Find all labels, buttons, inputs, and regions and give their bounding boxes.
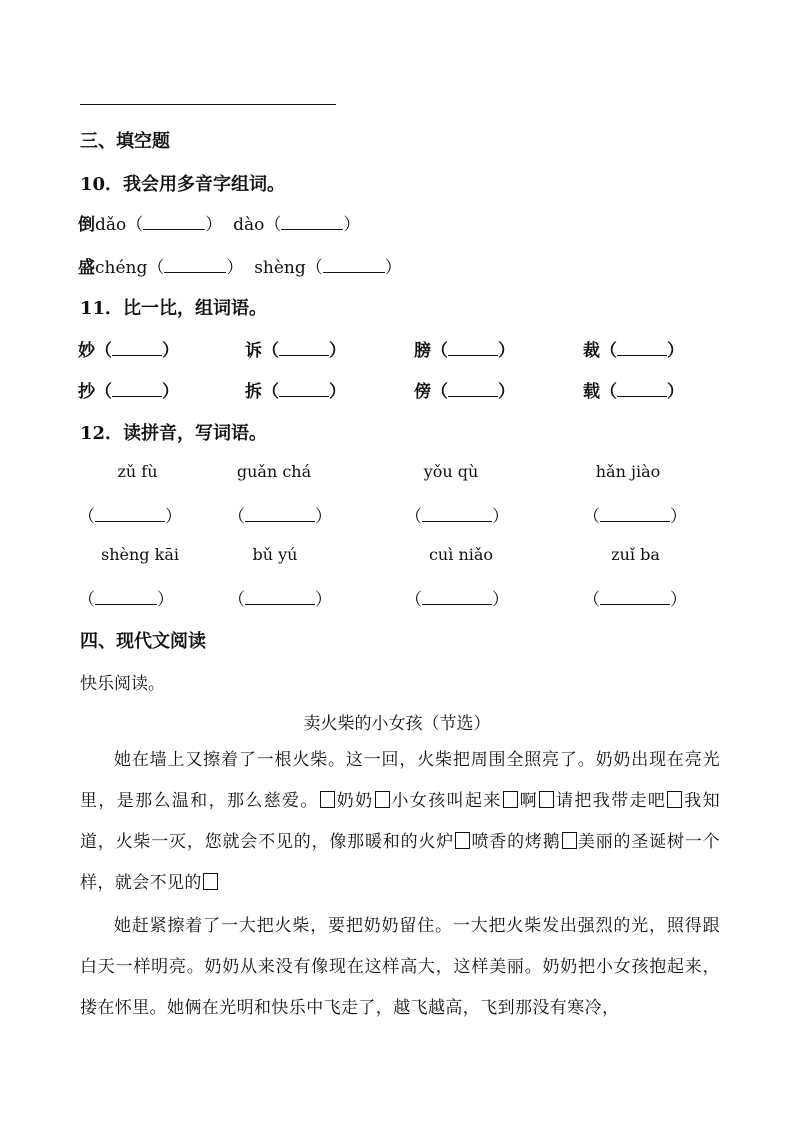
pinyin-prompt: bǔ yú [252, 545, 298, 564]
punctuation-blank[interactable] [503, 791, 518, 808]
pinyin-answer: （ ） [583, 590, 687, 610]
pinyin-answer: （ ） [78, 507, 182, 527]
answer-blank[interactable] [281, 215, 343, 230]
pinyin-answer: （ ） [228, 507, 332, 527]
answer-blank[interactable] [143, 215, 205, 230]
passage-title: 卖火柴的小女孩（节选） [303, 714, 491, 734]
punctuation-blank[interactable] [375, 791, 390, 808]
pinyin-prompt: hǎn jiào [595, 462, 661, 481]
answer-blank[interactable] [112, 382, 162, 397]
question-12-title: 12．读拼音，写词语。 [80, 423, 268, 444]
q11-item: 妙（ ） [78, 341, 179, 361]
q11-item: 拆（ ） [245, 382, 346, 402]
pinyin-answer: （ ） [405, 507, 509, 527]
q10-row-2: 盛chéng（ ） shèng（ ） [78, 258, 402, 278]
question-11-title: 11．比一比，组词语。 [80, 298, 268, 319]
answer-blank[interactable] [112, 341, 162, 356]
answer-blank[interactable] [323, 258, 385, 273]
answer-line [80, 104, 336, 105]
answer-blank[interactable] [448, 341, 498, 356]
section-title: 三、填空题 [80, 131, 170, 152]
q11-item: 载（ ） [583, 382, 684, 402]
q10-pinyin: shèng [254, 258, 306, 278]
answer-blank[interactable] [279, 341, 329, 356]
q11-item: 膀（ ） [414, 341, 515, 361]
answer-blank[interactable] [617, 382, 667, 397]
answer-blank[interactable] [617, 341, 667, 356]
q11-item: 诉（ ） [245, 341, 346, 361]
punctuation-blank[interactable] [320, 791, 335, 808]
pinyin-prompt: shèng kāi [101, 545, 179, 564]
punctuation-blank[interactable] [667, 791, 682, 808]
answer-blank[interactable] [245, 507, 315, 522]
pinyin-prompt: zǔ fù [117, 462, 158, 481]
section-title: 四、现代文阅读 [80, 631, 206, 652]
passage-paragraph-1: 她在墙上又擦着了一根火柴。这一回，火柴把周围全照亮了。奶奶出现在亮光里，是那么温和，那么慈爱。 奶奶 小女孩叫起来 啊 请把我带走吧 我知道，火柴一灭，您就会不见的，像那暖和的火炉 喷香的烤鹅 美丽的圣诞树一个样，就会不见的 [80, 750, 721, 893]
q11-item: 傍（ ） [414, 382, 515, 402]
q10-pinyin: dǎo [95, 215, 127, 235]
pinyin-prompt: guǎn chá [236, 462, 312, 481]
punctuation-blank[interactable] [455, 832, 470, 849]
q10-pinyin: chéng [95, 258, 148, 278]
answer-blank[interactable] [448, 382, 498, 397]
answer-blank[interactable] [600, 507, 670, 522]
pinyin-answer: （ ） [405, 590, 509, 610]
punctuation-blank[interactable] [203, 873, 218, 890]
punctuation-blank[interactable] [562, 832, 577, 849]
pinyin-answer: （ ） [583, 507, 687, 527]
q10-char: 倒 [78, 215, 95, 235]
q10-char: 盛 [78, 258, 95, 278]
q11-item: 裁（ ） [583, 341, 684, 361]
answer-blank[interactable] [279, 382, 329, 397]
pinyin-answer: （ ） [228, 590, 332, 610]
question-10-title: 10．我会用多音字组词。 [80, 174, 286, 195]
answer-blank[interactable] [164, 258, 226, 273]
reading-intro: 快乐阅读。 [80, 674, 165, 694]
answer-blank[interactable] [422, 590, 492, 605]
answer-blank[interactable] [600, 590, 670, 605]
answer-blank[interactable] [95, 507, 165, 522]
passage-paragraph-2: 她赶紧擦着了一大把火柴，要把奶奶留住。一大把火柴发出强烈的光，照得跟白天一样明亮。奶奶从来没有像现在这样高大，这样美丽。奶奶把小女孩抱起来，搂在怀里。她俩在光明和快乐中飞走了，越飞越高，飞到那没有寒冷， [80, 916, 720, 1018]
answer-blank[interactable] [245, 590, 315, 605]
pinyin-prompt: yǒu qù [423, 462, 479, 481]
pinyin-answer: （ ） [78, 590, 174, 610]
answer-blank[interactable] [422, 507, 492, 522]
q11-item: 抄（ ） [78, 382, 179, 402]
q10-pinyin: dào [233, 215, 265, 235]
pinyin-prompt: zuǐ ba [611, 545, 660, 564]
answer-blank[interactable] [95, 590, 157, 605]
q10-row-1: 倒dǎo（ ） dào（ ） [78, 215, 361, 235]
punctuation-blank[interactable] [539, 791, 554, 808]
pinyin-prompt: cuì niǎo [428, 545, 494, 564]
